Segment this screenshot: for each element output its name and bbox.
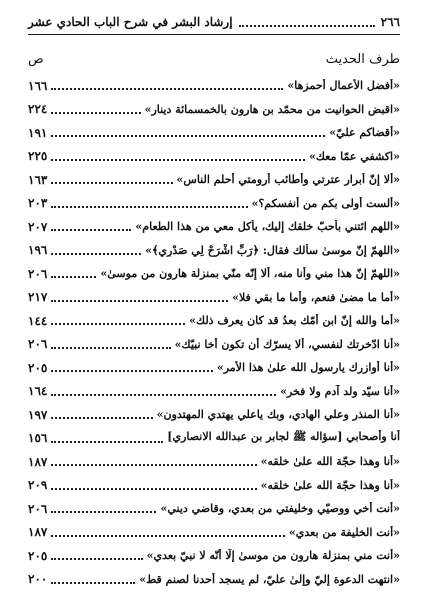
dot-leader <box>51 81 283 90</box>
page-ref: ٢٢٥ <box>28 149 48 164</box>
dot-leader <box>51 387 276 396</box>
index-entry <box>28 521 400 545</box>
dot-leader <box>51 293 228 302</box>
index-entry <box>28 450 400 474</box>
page-ref: ٢٢٤ <box>28 102 48 117</box>
page-ref: ٢٠٣ <box>28 196 48 211</box>
index-entry <box>28 333 400 357</box>
hadith-text: «ألست أولى بكم من أنفسكم؟» <box>251 196 400 210</box>
hadith-text: «أنا أُوازرك يارسول الله علىٰ هذا الأمر» <box>216 361 400 375</box>
index-entry <box>28 403 400 427</box>
dot-leader <box>51 434 163 443</box>
dot-leader <box>51 340 170 349</box>
dot-leader <box>51 504 156 513</box>
page-ref: ١٩١ <box>28 125 48 140</box>
dot-leader <box>51 551 142 560</box>
index-entry <box>28 262 400 286</box>
index-entry <box>28 544 400 568</box>
hadith-text: «أما ما مضىٰ فنعم، وأما ما بقي فلا» <box>232 290 400 304</box>
index-entry <box>28 474 400 498</box>
page-ref: ١٤٤ <box>28 313 48 328</box>
index-entry <box>28 74 400 98</box>
page-ref: ٢٠٦ <box>28 266 48 281</box>
hadith-text: «أنا ادّخرتك لنفسي، ألا يسرّك أن تكون أخا نبيّك» <box>174 337 400 351</box>
page-ref: ٢١٧ <box>28 290 48 305</box>
page-ref: ٢٠٩ <box>28 478 48 493</box>
hadith-text: «أما والله إنّ ابن أمّك بعدُ قد كان يعرف ذلك» <box>189 314 400 328</box>
header-rule <box>28 34 400 35</box>
hadith-text: «أنت أخي ووصيّي وخليفتي من بعدي، وقاضي ديني» <box>160 502 400 516</box>
dot-leader <box>51 269 96 278</box>
page-header <box>28 12 400 32</box>
hadith-text: «أنا وهذا حجّة الله علىٰ خلقه» <box>260 455 400 469</box>
dot-leader <box>51 457 256 466</box>
hadith-text: «أنا سيّد ولد آدم ولا فخر» <box>280 384 400 398</box>
index-entry <box>28 121 400 145</box>
page-ref: ١٨٧ <box>28 525 48 540</box>
dot-leader <box>51 152 305 161</box>
dot-leader <box>51 575 135 584</box>
page-ref: ١٥٦ <box>28 431 48 446</box>
hadith-text: «أقضاكم عليّ» <box>329 126 400 140</box>
dot-leader <box>51 528 285 537</box>
hadith-text: «أنت مني بمنزلة هارون من موسىٰ إلّا أنّه لا نبيّ بعدي» <box>146 549 400 563</box>
header-dot-leader <box>239 17 375 27</box>
page-ref: ١٩٧ <box>28 407 48 422</box>
hadith-text: «انتهت الدعوة إليّ وإلىٰ عليّ، لم يسجد أحدنا لصنم قط» <box>139 572 400 586</box>
index-list <box>28 74 400 591</box>
hadith-text: «اقبض الحوانيت من محمّد بن هارون بالخمسمائة دينار» <box>144 102 400 116</box>
hadith-text: «اللهم ائتني بأحبّ خلقك إليك، يأكل معي من هذا الطعام» <box>135 220 400 234</box>
hadith-text: أنا وأصحابي [سؤاله ﷺ لجابر بن عبدالله الانصاري] <box>167 430 400 444</box>
index-entry <box>28 168 400 192</box>
dot-leader <box>51 363 212 372</box>
hadith-text: «اكشفي عمّا معك» <box>309 149 400 163</box>
index-entry <box>28 215 400 239</box>
dot-leader <box>51 222 131 231</box>
hadith-text: «أنا وهذا حجّة الله علىٰ خلقه» <box>260 478 400 492</box>
hadith-text: «أنت الخليفة من بعدي» <box>288 525 400 539</box>
index-entry <box>28 568 400 592</box>
hadith-column-heading: طرف الحديث <box>325 51 400 67</box>
dot-leader <box>51 246 141 255</box>
page-ref: ١٦٣ <box>28 172 48 187</box>
page-ref: ٢٠٠ <box>28 572 48 587</box>
index-entry <box>28 286 400 310</box>
index-entry <box>28 145 400 169</box>
index-entry <box>28 98 400 122</box>
dot-leader <box>51 105 140 114</box>
page-ref: ٢٠٦ <box>28 337 48 352</box>
index-entry <box>28 380 400 404</box>
dot-leader <box>51 199 247 208</box>
dot-leader <box>51 481 256 490</box>
index-entry <box>28 356 400 380</box>
page-number: ٢٦٦ <box>380 15 400 29</box>
hadith-text: «أنا المنذر وعلي الهادي، وبك ياعلي يهتدي المهتدون» <box>156 408 400 422</box>
page-ref: ١٦٤ <box>28 384 48 399</box>
index-entry <box>28 427 400 451</box>
hadith-text: «اللهمّ إنّ هذا مني وأنا منه، ألا إنّه منّي بمنزلة هارون من موسىٰ» <box>100 267 400 281</box>
hadith-text: «أفضل الأعمال أحمزها» <box>287 79 400 93</box>
page-ref: ٢٠٦ <box>28 501 48 516</box>
column-headings <box>28 50 400 68</box>
page-ref: ١٦٦ <box>28 78 48 93</box>
page-ref: ١٨٧ <box>28 454 48 469</box>
page-ref: ٢٠٧ <box>28 219 48 234</box>
dot-leader <box>51 410 152 419</box>
dot-leader <box>51 316 185 325</box>
hadith-text: «اللهمّ إنّ موسىٰ سألك فقال: ﴿رَبِّ اشْرَحْ لِي صَدْرِي﴾» <box>145 243 400 257</box>
index-entry <box>28 192 400 216</box>
page-ref: ٢٠٥ <box>28 548 48 563</box>
book-title: إرشاد البشر في شرح الباب الحادي عشر <box>28 15 233 29</box>
index-entry <box>28 309 400 333</box>
index-entry <box>28 497 400 521</box>
page-ref: ٢٠٥ <box>28 360 48 375</box>
hadith-text: «ألا إنّ أبرار عترتي وأطائب أرومتي أحلم الناس» <box>176 173 400 187</box>
dot-leader <box>51 128 325 137</box>
page-ref: ١٩٦ <box>28 243 48 258</box>
page-column-heading: ص <box>28 51 44 67</box>
index-entry <box>28 239 400 263</box>
dot-leader <box>51 175 172 184</box>
